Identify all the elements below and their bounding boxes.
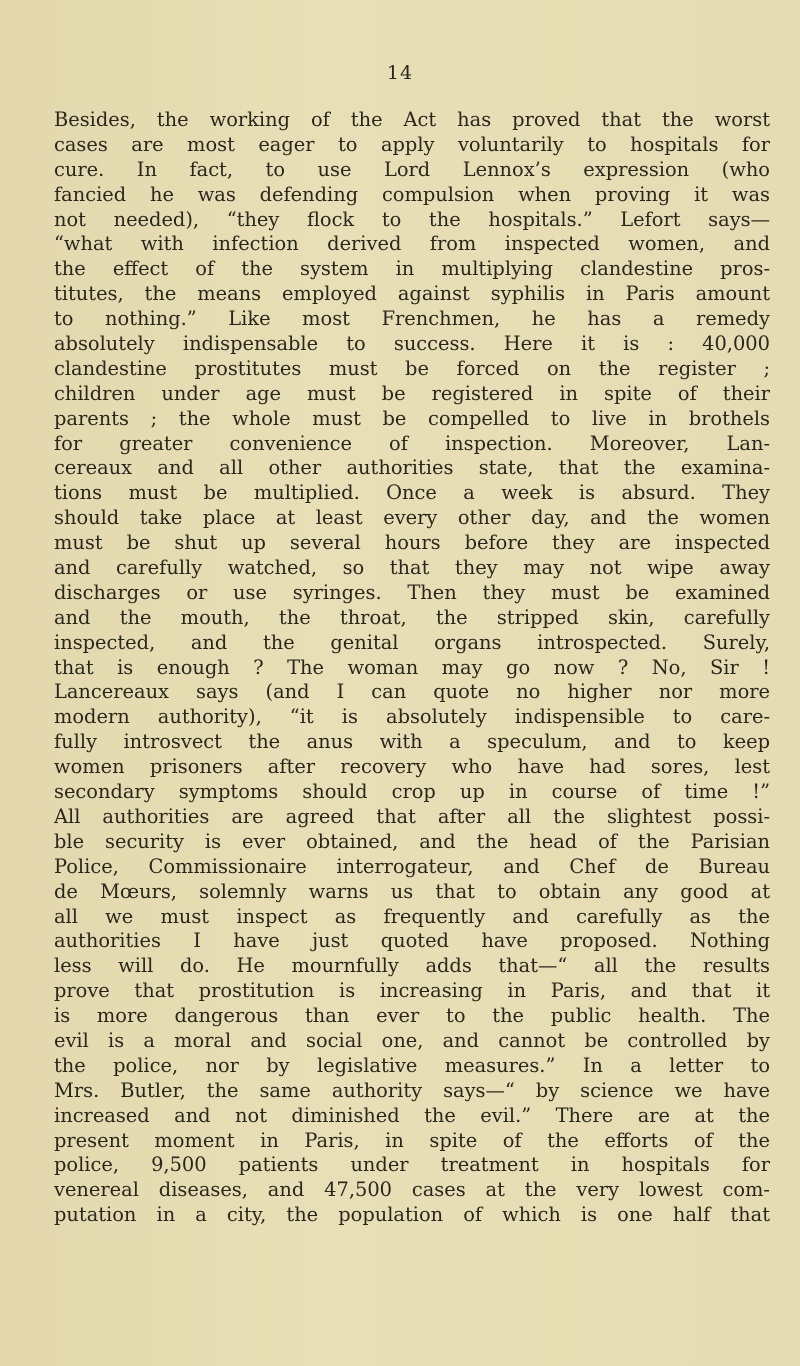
text-line: not needed), “they flock to the hospitals.” Lefort says— bbox=[54, 207, 770, 231]
text-line: tions must be multiplied. Once a week is absurd. They bbox=[54, 481, 770, 505]
text-line: women prisoners after recovery who have had sores, lest bbox=[54, 755, 770, 779]
text-line: fancied he was defending compulsion when proving it was bbox=[54, 182, 770, 206]
text-line: evil is a moral and social one, and cannot be controlled by bbox=[54, 1028, 770, 1052]
text-line: and the mouth, the throat, the stripped skin, carefully bbox=[54, 605, 770, 629]
text-line: clandestine prostitutes must be forced on the register ; bbox=[54, 356, 770, 380]
text-line: absolutely indispensable to success. Here it is : 40,000 bbox=[54, 332, 770, 356]
text-line: ble security is ever obtained, and the head of the Parisian bbox=[54, 829, 770, 853]
text-line: cereaux and all other authorities state, that the examina- bbox=[54, 456, 770, 480]
text-line: children under age must be registered in spite of their bbox=[54, 381, 770, 405]
text-line: fully introsvect the anus with a speculum, and to keep bbox=[54, 730, 770, 754]
text-line: that is enough ? The woman may go now ? No, Sir ! bbox=[54, 655, 770, 679]
text-line: present moment in Paris, in spite of the efforts of the bbox=[54, 1128, 770, 1152]
text-line: putation in a city, the population of which is one half that bbox=[54, 1203, 770, 1227]
text-line: less will do. He mournfully adds that—“ all the results bbox=[54, 954, 770, 978]
text-line: inspected, and the genital organs introspected. Surely, bbox=[54, 630, 770, 654]
text-line: prove that prostitution is increasing in Paris, and that it bbox=[54, 979, 770, 1003]
text-line: “what with infection derived from inspected women, and bbox=[54, 232, 770, 256]
text-line: the police, nor by legislative measures.” In a letter to bbox=[54, 1053, 770, 1077]
text-line: modern authority), “it is absolutely indispensible to care- bbox=[54, 705, 770, 729]
text-line: authorities I have just quoted have proposed. Nothing bbox=[54, 929, 770, 953]
text-line: discharges or use syringes. Then they must be examined bbox=[54, 580, 770, 604]
text-line: parents ; the whole must be compelled to live in brothels bbox=[54, 406, 770, 430]
text-line: to nothing.” Like most Frenchmen, he has a remedy bbox=[54, 307, 770, 331]
text-line: Mrs. Butler, the same authority says—“ by science we have bbox=[54, 1078, 770, 1102]
body-text bbox=[54, 108, 770, 1228]
text-line: cure. In fact, to use Lord Lennox’s expression (who bbox=[54, 157, 770, 181]
text-line: must be shut up several hours before they are inspected bbox=[54, 531, 770, 555]
text-line: venereal diseases, and 47,500 cases at the very lowest com- bbox=[54, 1178, 770, 1202]
text-line: the effect of the system in multiplying clandestine pros- bbox=[54, 257, 770, 281]
text-line: should take place at least every other day, and the women bbox=[54, 506, 770, 530]
text-line: titutes, the means employed against syphilis in Paris amount bbox=[54, 282, 770, 306]
text-line: and carefully watched, so that they may not wipe away bbox=[54, 556, 770, 580]
text-line: de Mœurs, solemnly warns us that to obtain any good at bbox=[54, 879, 770, 903]
text-line: Lancereaux says (and I can quote no higher nor more bbox=[54, 680, 770, 704]
text-line: Besides, the working of the Act has proved that the worst bbox=[54, 108, 770, 131]
text-line: Police, Commissionaire interrogateur, and Chef de Bureau bbox=[54, 854, 770, 878]
text-line: is more dangerous than ever to the public health. The bbox=[54, 1004, 770, 1028]
text-line: police, 9,500 patients under treatment in hospitals for bbox=[54, 1153, 770, 1177]
text-line: cases are most eager to apply voluntarily to hospitals for bbox=[54, 132, 770, 156]
text-line: increased and not diminished the evil.” There are at the bbox=[54, 1103, 770, 1127]
text-line: for greater convenience of inspection. Moreover, Lan- bbox=[54, 431, 770, 455]
text-line: all we must inspect as frequently and carefully as the bbox=[54, 904, 770, 928]
text-line: All authorities are agreed that after all the slightest possi- bbox=[54, 804, 770, 828]
page-number: 14 bbox=[386, 62, 414, 84]
text-line: secondary symptoms should crop up in course of time !” bbox=[54, 780, 770, 804]
